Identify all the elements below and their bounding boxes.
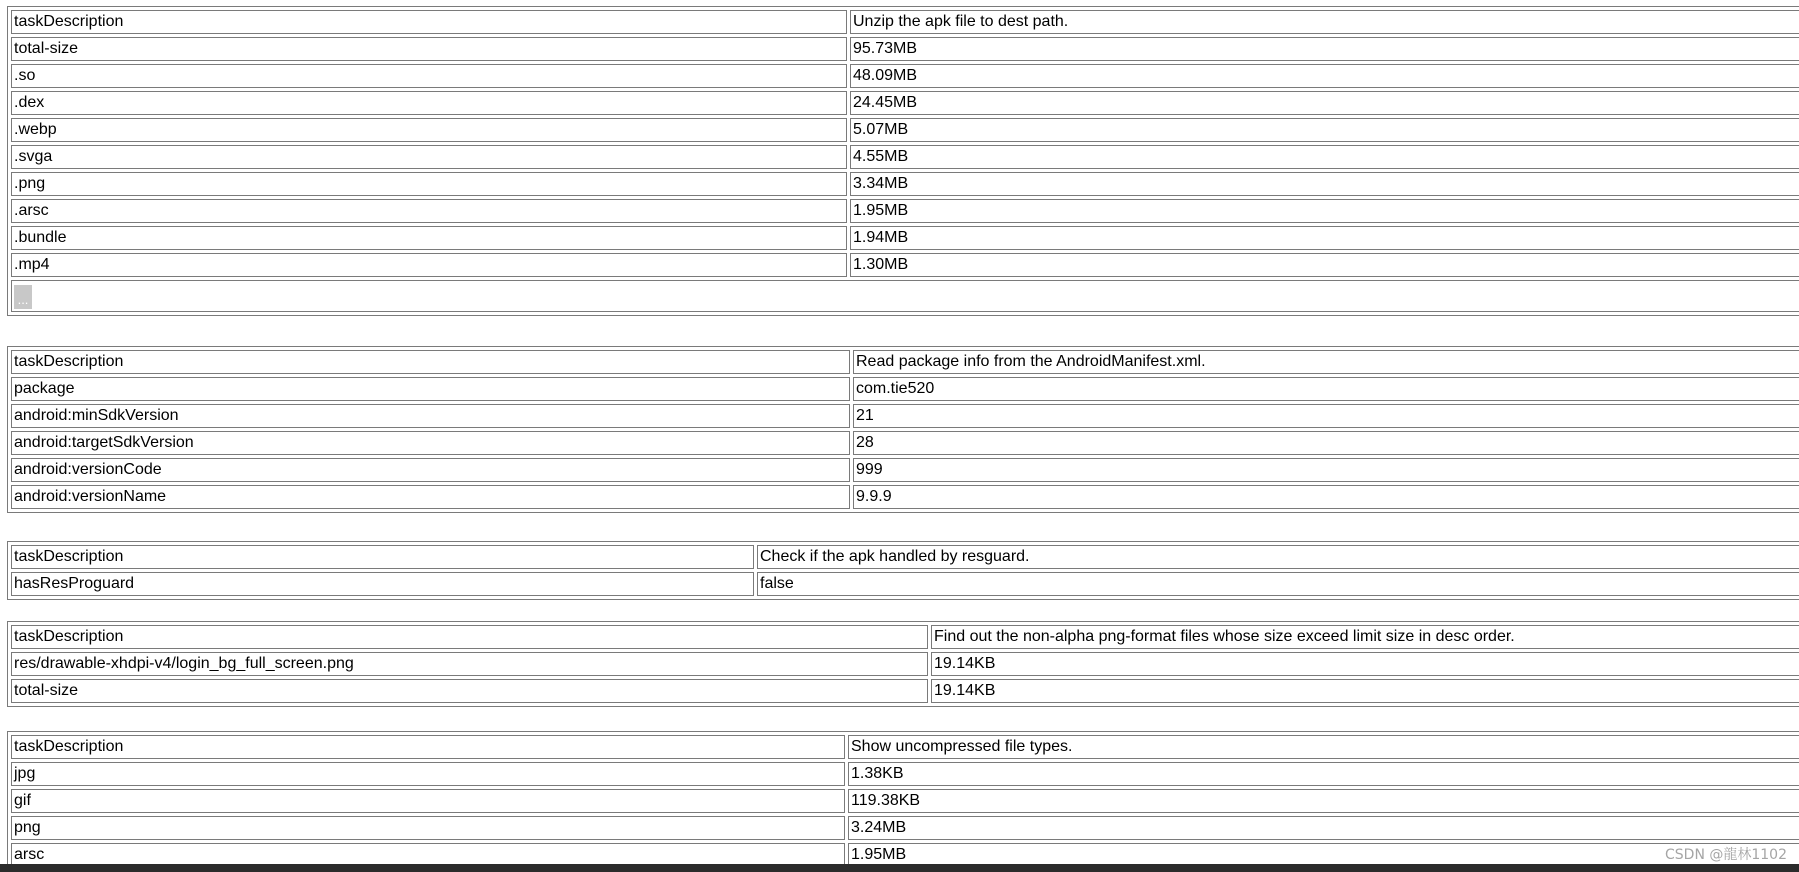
row-value: com.tie520	[853, 377, 1799, 401]
row-key: .arsc	[11, 199, 847, 223]
row-value: 24.45MB	[850, 91, 1799, 115]
table-row	[11, 679, 1799, 703]
table-row	[11, 816, 1799, 840]
table-row	[11, 572, 1799, 596]
row-value: 9.9.9	[853, 485, 1799, 509]
table-row	[11, 485, 1799, 509]
row-value: 1.30MB	[850, 253, 1799, 277]
table-row	[11, 226, 1799, 250]
row-key: taskDescription	[11, 625, 928, 649]
row-key: gif	[11, 789, 845, 813]
table-row	[11, 145, 1799, 169]
row-key: taskDescription	[11, 545, 754, 569]
expand-more-button[interactable]: ...	[14, 285, 32, 309]
row-value: 19.14KB	[931, 652, 1799, 676]
row-key: png	[11, 816, 845, 840]
row-value: 3.24MB	[848, 816, 1799, 840]
table-row	[11, 172, 1799, 196]
bottom-bar	[0, 864, 1799, 872]
table-row	[11, 545, 1799, 569]
row-key: android:versionCode	[11, 458, 850, 482]
row-key: .webp	[11, 118, 847, 142]
row-key: android:versionName	[11, 485, 850, 509]
uncompressed-task-table	[7, 731, 1799, 871]
row-value: false	[757, 572, 1799, 596]
row-key: total-size	[11, 679, 928, 703]
row-value: 19.14KB	[931, 679, 1799, 703]
row-value: 1.95MB	[850, 199, 1799, 223]
png-task-table	[7, 621, 1799, 707]
table-row	[11, 762, 1799, 786]
table-row	[11, 625, 1799, 649]
row-key: hasResProguard	[11, 572, 754, 596]
row-key: taskDescription	[11, 10, 847, 34]
row-value: 5.07MB	[850, 118, 1799, 142]
watermark: CSDN @龍林1102	[1665, 847, 1787, 863]
row-key: taskDescription	[11, 350, 850, 374]
table-row	[11, 377, 1799, 401]
table-row	[11, 10, 1799, 34]
expand-row	[11, 280, 1799, 312]
row-key: arsc	[11, 843, 845, 867]
row-value: Check if the apk handled by resguard.	[757, 545, 1799, 569]
table-row	[11, 652, 1799, 676]
row-key: .so	[11, 64, 847, 88]
row-key: android:targetSdkVersion	[11, 431, 850, 455]
row-key: taskDescription	[11, 735, 845, 759]
row-key: .dex	[11, 91, 847, 115]
row-value: 1.38KB	[848, 762, 1799, 786]
row-key: .bundle	[11, 226, 847, 250]
row-value: Show uncompressed file types.	[848, 735, 1799, 759]
row-key: res/drawable-xhdpi-v4/login_bg_full_screen.png	[11, 652, 928, 676]
unzip-task-table	[7, 6, 1799, 316]
table-row	[11, 199, 1799, 223]
row-value: 4.55MB	[850, 145, 1799, 169]
row-value: 28	[853, 431, 1799, 455]
row-key: .png	[11, 172, 847, 196]
row-value: 95.73MB	[850, 37, 1799, 61]
resguard-task-table	[7, 541, 1799, 600]
row-value: 48.09MB	[850, 64, 1799, 88]
row-value: Find out the non-alpha png-format files whose size exceed limit size in desc order.	[931, 625, 1799, 649]
row-key: jpg	[11, 762, 845, 786]
table-row	[11, 91, 1799, 115]
row-value: 3.34MB	[850, 172, 1799, 196]
manifest-task-table	[7, 346, 1799, 513]
row-key: total-size	[11, 37, 847, 61]
table-row	[11, 458, 1799, 482]
row-value: Unzip the apk file to dest path.	[850, 10, 1799, 34]
table-row	[11, 253, 1799, 277]
row-value: 999	[853, 458, 1799, 482]
row-value: 21	[853, 404, 1799, 428]
row-key: package	[11, 377, 850, 401]
table-row	[11, 118, 1799, 142]
row-key: .svga	[11, 145, 847, 169]
row-key: android:minSdkVersion	[11, 404, 850, 428]
row-value: 1.94MB	[850, 226, 1799, 250]
table-row	[11, 431, 1799, 455]
table-row	[11, 789, 1799, 813]
row-key: .mp4	[11, 253, 847, 277]
table-row	[11, 37, 1799, 61]
table-row	[11, 64, 1799, 88]
table-row	[11, 350, 1799, 374]
table-row	[11, 404, 1799, 428]
row-value: 119.38KB	[848, 789, 1799, 813]
table-row	[11, 280, 1799, 312]
table-row	[11, 735, 1799, 759]
row-value: Read package info from the AndroidManifest.xml.	[853, 350, 1799, 374]
row-value: 1.95MB	[848, 843, 1799, 867]
